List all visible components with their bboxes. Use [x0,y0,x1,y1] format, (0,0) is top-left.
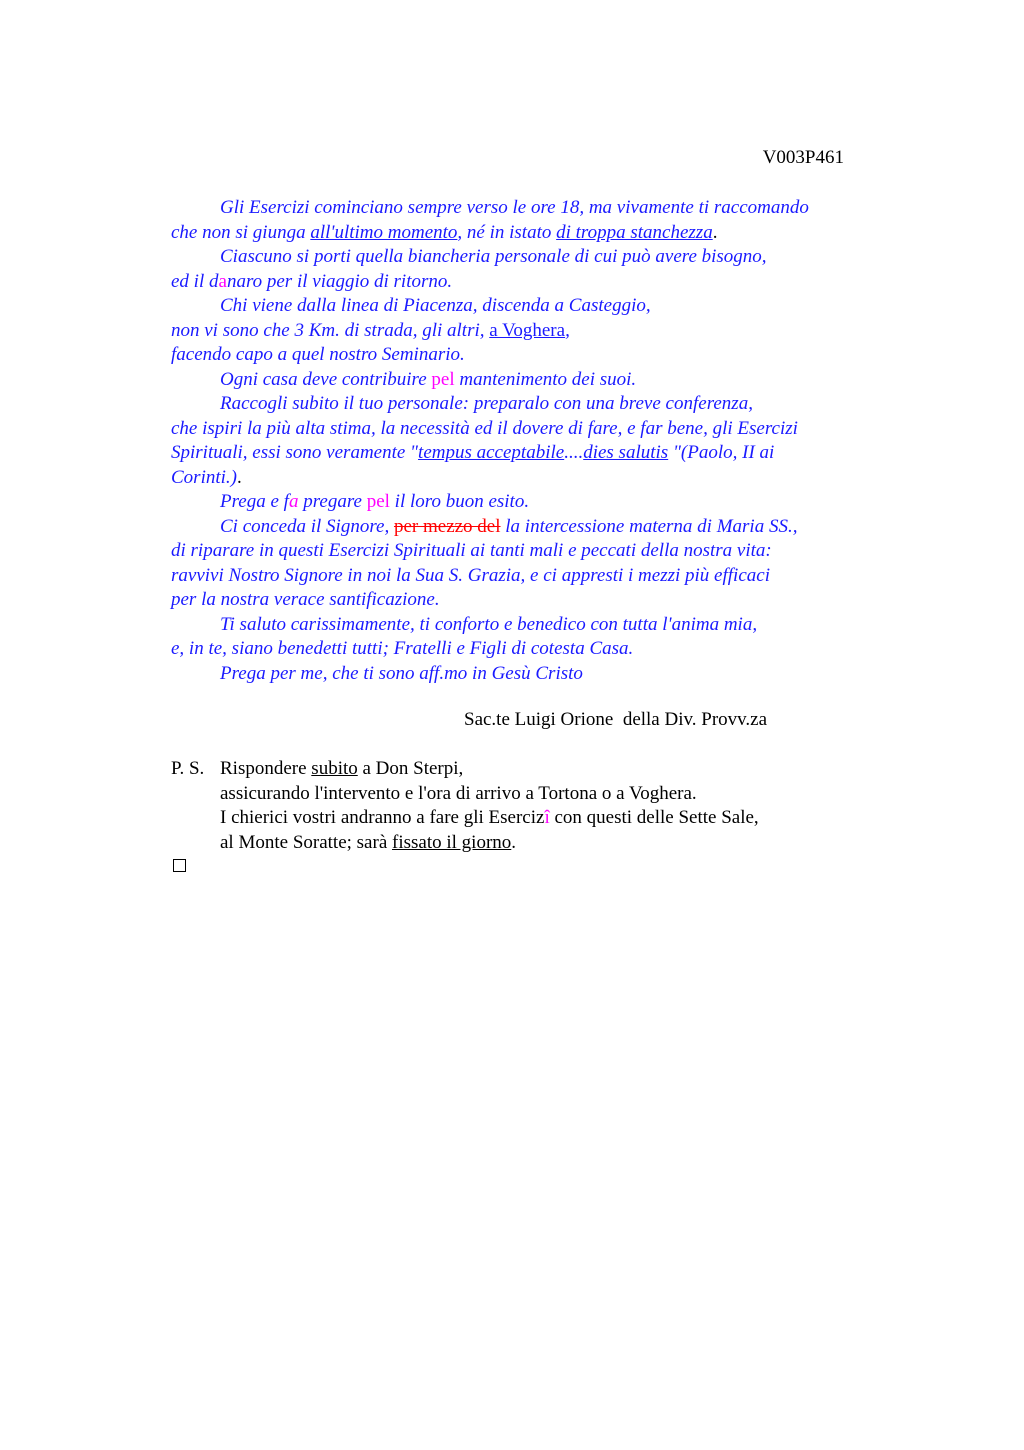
line-20: Prega per me, che ti sono aff.mo in Gesù Cristo [220,662,583,684]
ps-line-4: al Monte Soratte; sarà fissato il giorno. [220,831,517,853]
line-6: non vi sono che 3 Km. di strada, gli altri, a Voghera, [171,319,570,341]
line-8: Ogni casa deve contribuire pel mantenimento dei suoi. [220,368,637,390]
ps-label: P. S. [171,758,205,779]
underlined-phrase: tempus acceptabile [418,442,565,463]
signature: Sac.te Luigi Orione della Div. Provv.za [464,709,768,730]
line-13: Prega e fa pregare pel il loro buon esito. [220,491,530,512]
line-12: Corinti.). [171,466,242,488]
correction-mark: a [288,491,299,512]
correction-mark: pel [431,368,455,390]
line-4: ed il danaro per il viaggio di ritorno. [171,270,453,292]
line-3: Ciascuno si porti quella biancheria personale di cui può avere bisogno, [220,246,767,267]
line-10: che ispiri la più alta stima, la necessità ed il dovere di fare, e far bene, gli Esercizi [171,417,798,439]
underlined-phrase: all'ultimo momento [310,221,458,243]
underlined-phrase: a Voghera [489,319,566,341]
line-7: facendo capo a quel nostro Seminario. [171,344,465,365]
letter-body [171,196,871,686]
correction-mark: pel [366,491,390,512]
line-1: Gli Esercizi cominciano sempre verso le ore 18, ma vivamente ti raccomando [220,197,809,218]
correction-mark: î [544,807,550,828]
line-14: Ci conceda il Signore, per mezzo del la intercessione materna di Maria SS., [220,515,798,537]
ps-line-2: assicurando l'intervento e l'ora di arrivo a Tortona o a Voghera. [220,782,697,804]
underlined-phrase: subito [311,758,358,779]
line-5: Chi viene dalla linea di Piacenza, discenda a Casteggio, [220,295,651,316]
ps-line-1: P. S. Rispondere subito a Don Sterpi, [171,757,759,782]
line-17: per la nostra verace santificazione. [171,589,440,610]
line-18: Ti saluto carissimamente, ti conforto e benedico con tutta l'anima mia, [220,613,758,635]
empty-square-icon [173,859,186,872]
ps-line-3: I chierici vostri andranno a fare gli Esercizî con questi delle Sette Sale, [220,807,759,828]
page-id: V003P461 [762,147,844,168]
deleted-text: per mezzo del [393,515,501,537]
correction-mark: a [218,270,227,292]
line-2: che non si giunga all'ultimo momento, né in istato di troppa stanchezza. [171,221,718,243]
underlined-phrase: dies salutis [583,442,669,463]
line-11: Spirituali, essi sono veramente "tempus acceptabile....dies salutis "(Paolo, II ai [171,442,775,463]
line-9: Raccogli subito il tuo personale: preparalo con una breve conferenza, [220,393,753,414]
line-16: ravvivi Nostro Signore in noi la Sua S. Grazia, e ci appresti i mezzi più efficaci [171,564,770,586]
line-19: e, in te, siano benedetti tutti; Fratelli e Figli di cotesta Casa. [171,638,634,659]
underlined-phrase: di troppa stanchezza [556,221,713,243]
line-15: di riparare in questi Esercizi Spirituali ai tanti mali e peccati della nostra vita: [171,540,772,561]
underlined-phrase: fissato il giorno [392,831,512,853]
postscript [171,757,759,855]
